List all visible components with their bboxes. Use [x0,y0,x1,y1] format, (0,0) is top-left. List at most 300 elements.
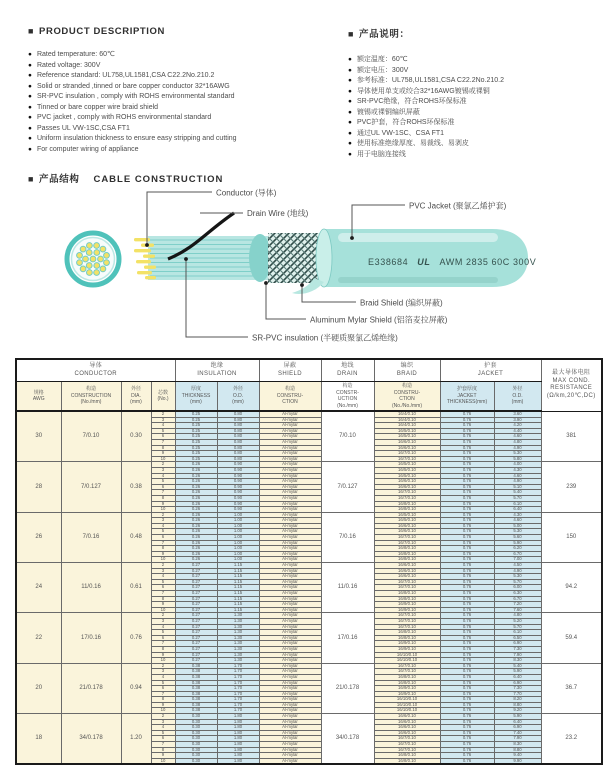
insulation-od-cell: 0.90 [217,473,259,479]
column-group-header: 导体 CONDUCTOR [16,359,175,382]
braid-cell: 16/6/0.10 [374,725,440,731]
insulation-thickness-cell: 0.26 [175,540,217,546]
insulation-thickness-cell: 0.26 [175,557,217,563]
specification-table [15,358,603,765]
jacket-od-cell: 7.90 [494,652,541,658]
braid-cell: 16/4/0.10 [374,423,440,429]
insulation-thickness-cell: 0.38 [175,674,217,680]
resistance-cell: 150 [541,512,602,562]
jacket-thickness-cell: 0.76 [440,585,494,591]
insulation-thickness-cell: 0.25 [175,423,217,429]
construction-title-cn: 产品结构 [39,174,80,185]
description-item [348,66,504,77]
insulation-thickness-cell: 0.26 [175,512,217,518]
shield-cell: Al-mylar [259,714,321,720]
insulation-od-cell: 1.30 [217,635,259,641]
jacket-thickness-cell: 0.76 [440,602,494,608]
insulation-thickness-cell: 0.30 [175,714,217,720]
insulation-od-cell: 1.00 [217,551,259,557]
jacket-od-cell: 5.90 [494,540,541,546]
description-item [28,134,237,145]
core-count-cell: 6 [151,585,175,591]
insulation-thickness-cell: 0.26 [175,479,217,485]
description-item-text: 使用标准绝缘厚度、易裁线、易剥皮 [356,140,469,147]
shield-cell: Al-mylar [259,540,321,546]
insulation-thickness-cell: 0.26 [175,507,217,513]
jacket-thickness-cell: 0.76 [440,618,494,624]
jacket-od-cell: 7.40 [494,730,541,736]
drain-cell: 21/0.178 [321,663,374,713]
jacket-od-cell: 7.90 [494,736,541,742]
jacket-thickness-cell: 0.76 [440,658,494,664]
braid-cell: 16/8/0.10 [374,591,440,597]
insulation-od-cell: 0.90 [217,507,259,513]
insulation-thickness-cell: 0.26 [175,546,217,552]
jacket-od-cell: 6.40 [494,674,541,680]
shield-cell: Al-mylar [259,663,321,669]
braid-cell: 16/7/0.10 [374,742,440,748]
description-item-text: Rated voltage: 300V [36,61,101,69]
braid-cell: 16/9/0.10 [374,641,440,647]
braid-cell: 16/6/0.10 [374,445,440,451]
insulation-thickness-cell: 0.27 [175,585,217,591]
core-count-cell: 9 [151,652,175,658]
core-count-cell: 2 [151,563,175,569]
shield-cell: Al-mylar [259,512,321,518]
description-item [348,150,504,161]
braid-cell: 16/5/0.10 [374,462,440,468]
drain-cell: 17/0.16 [321,613,374,663]
description-item-text: 额定温度：60℃ [356,56,408,63]
insulation-od-cell: 1.70 [217,686,259,692]
ul-mark-icon: UL [417,257,431,267]
core-count-cell: 6 [151,484,175,490]
awg-cell: 24 [16,563,61,613]
insulation-thickness-cell: 0.27 [175,618,217,624]
awg-cell: 26 [16,512,61,562]
description-item [28,61,237,72]
diameter-cell: 0.61 [121,563,151,613]
insulation-od-cell: 1.15 [217,607,259,613]
insulation-thickness-cell: 0.25 [175,428,217,434]
product-description-list [28,50,237,155]
shield-cell: Al-mylar [259,462,321,468]
shield-cell: Al-mylar [259,551,321,557]
jacket-od-cell: 9.40 [494,753,541,759]
jacket-thickness-cell: 0.76 [440,495,494,501]
jacket-od-cell: 3.90 [494,417,541,423]
jacket-od-cell: 5.30 [494,574,541,580]
jacket-thickness-cell: 0.76 [440,445,494,451]
jacket-thickness-cell: 0.76 [440,736,494,742]
insulation-od-cell: 0.80 [217,456,259,462]
shield-cell: Al-mylar [259,730,321,736]
construction-cell: 11/0.16 [61,563,121,613]
braid-cell: 16/8/0.10 [374,630,440,636]
resistance-cell: 23.2 [541,714,602,765]
braid-cell: 16/6/0.10 [374,714,440,720]
braid-cell: 16/9/0.10 [374,686,440,692]
core-count-cell: 8 [151,495,175,501]
jacket-thickness-cell: 0.76 [440,652,494,658]
diameter-cell: 0.48 [121,512,151,562]
awg-cell: 20 [16,663,61,713]
insulation-thickness-cell: 0.26 [175,535,217,541]
braid-cell: 16/7/0.10 [374,535,440,541]
insulation-thickness-cell: 0.30 [175,742,217,748]
jacket-od-cell: 9.20 [494,708,541,714]
jacket-od-cell: 5.40 [494,663,541,669]
insulation-thickness-cell: 0.38 [175,708,217,714]
insulation-od-cell: 0.80 [217,428,259,434]
braid-cell: 16/6/0.10 [374,568,440,574]
shield-cell: Al-mylar [259,579,321,585]
insulation-thickness-cell: 0.27 [175,568,217,574]
insulation-thickness-cell: 0.26 [175,467,217,473]
column-group-header: 编织 BRAID [374,359,440,382]
insulation-od-cell: 0.80 [217,417,259,423]
jacket-od-cell: 6.50 [494,635,541,641]
jacket-od-cell: 8.30 [494,658,541,664]
description-item-text: Uniform insulation thickness to ensure easy stripping and cutting [36,135,237,142]
jacket-thickness-cell: 0.76 [440,568,494,574]
braid-cell: 16/7/0.10 [374,663,440,669]
jacket-od-cell: 4.60 [494,518,541,524]
braid-cell: 16/10/0.10 [374,697,440,703]
jacket-od-cell: 5.70 [494,624,541,630]
jacket-shadow [338,277,498,283]
core-count-cell: 7 [151,540,175,546]
drain-cell: 7/0.127 [321,462,374,512]
shield-cell: Al-mylar [259,507,321,513]
column-group-header: 绝缘 INSULATION [175,359,259,382]
description-item-text: Tinned or bare copper wire braid shield [36,103,159,111]
insulation-od-cell: 1.80 [217,758,259,764]
insulation-thickness-cell: 0.38 [175,669,217,675]
insulation-od-cell: 1.70 [217,691,259,697]
core-count-cell: 9 [151,451,175,457]
insulation-thickness-cell: 0.38 [175,697,217,703]
bullet-icon: ● [28,135,32,142]
braid-cell: 16/7/0.10 [374,495,440,501]
braid-cell: 16/8/0.10 [374,551,440,557]
insulation-od-cell: 0.80 [217,434,259,440]
description-item-text: 参考标准：UL758,UL1581,CSA C22.2No.210.2 [356,77,505,84]
insulation-thickness-cell: 0.27 [175,602,217,608]
jacket-od-cell: 5.80 [494,456,541,462]
shield-cell: Al-mylar [259,697,321,703]
insulation-od-cell: 1.30 [217,641,259,647]
insulation-od-cell: 1.30 [217,624,259,630]
core-count-cell: 10 [151,557,175,563]
shield-cell: Al-mylar [259,635,321,641]
shield-cell: Al-mylar [259,529,321,535]
braid-cell: 16/4/0.10 [374,417,440,423]
insulation-thickness-cell: 0.30 [175,758,217,764]
jacket-od-cell: 6.90 [494,725,541,731]
insulation-thickness-cell: 0.27 [175,563,217,569]
shield-cell: Al-mylar [259,585,321,591]
jacket-cut-edge [316,229,332,287]
description-item [348,139,504,150]
insulation-od-cell: 0.90 [217,479,259,485]
jacket-od-cell: 4.80 [494,613,541,619]
jacket-thickness-cell: 0.76 [440,557,494,563]
insulation-od-cell: 1.15 [217,602,259,608]
core-count-cell: 5 [151,680,175,686]
jacket-thickness-cell: 0.76 [440,512,494,518]
core-count-cell: 7 [151,439,175,445]
jacket-thickness-cell: 0.76 [440,680,494,686]
shield-cell: Al-mylar [259,473,321,479]
column-header: 构造 CONSTRU- CTION [259,382,321,412]
braid-cell: 16/7/0.10 [374,585,440,591]
construction-cell: 7/0.10 [61,411,121,462]
braid-cell: 16/9/0.10 [374,691,440,697]
diameter-cell: 1.20 [121,714,151,765]
sr-pvc-insulation-label: SR-PVC insulation (半硬质聚氯乙烯绝缘) [252,333,398,343]
drain-wire-label: Drain Wire (地线) [247,209,309,218]
insulation-thickness-cell: 0.27 [175,574,217,580]
column-header: 规格 AWG [16,382,61,412]
jacket-od-cell: 6.00 [494,585,541,591]
jacket-thickness-cell: 0.76 [440,523,494,529]
description-item [28,103,237,114]
jacket-od-cell: 4.30 [494,512,541,518]
core-count-cell: 7 [151,641,175,647]
jacket-od-cell: 4.90 [494,568,541,574]
core-count-cell: 3 [151,568,175,574]
braid-cell: 16/8/0.10 [374,635,440,641]
braid-cell: 16/9/0.10 [374,646,440,652]
braid-cell: 16/7/0.10 [374,540,440,546]
column-header: 厚度 THICKNESS (mm) [175,382,217,412]
core-count-cell: 4 [151,473,175,479]
jacket-od-cell: 7.30 [494,646,541,652]
shield-cell: Al-mylar [259,557,321,563]
shield-cell: Al-mylar [259,708,321,714]
mylar-shield-shape [249,234,271,282]
jacket-od-cell: 6.30 [494,591,541,597]
jacket-thickness-cell: 0.76 [440,635,494,641]
insulation-od-cell: 1.70 [217,663,259,669]
braid-cell: 16/8/0.10 [374,557,440,563]
braid-cell: 16/8/0.10 [374,596,440,602]
shield-cell: Al-mylar [259,669,321,675]
shield-cell: Al-mylar [259,574,321,580]
description-item-text: 额定电压：300V [356,66,409,74]
section-marker-icon: ■ [348,29,355,39]
insulation-thickness-cell: 0.38 [175,663,217,669]
jacket-od-cell: 6.40 [494,719,541,725]
insulation-thickness-cell: 0.27 [175,591,217,597]
jacket-thickness-cell: 0.76 [440,742,494,748]
jacket-od-cell: 4.00 [494,462,541,468]
jacket-od-cell: 4.90 [494,479,541,485]
jacket-od-cell: 8.80 [494,747,541,753]
insulation-od-cell: 0.80 [217,423,259,429]
jacket-od-cell: 4.60 [494,473,541,479]
shield-cell: Al-mylar [259,484,321,490]
description-item [28,71,237,82]
insulation-thickness-cell: 0.30 [175,736,217,742]
braid-cell: 16/7/0.10 [374,736,440,742]
product-description-cn-title-text: 产品说明： [359,29,410,40]
jacket-print-text: E338684 UL AWM 2835 60C 300V [368,257,537,267]
braid-cell: 16/5/0.10 [374,512,440,518]
description-item-text: SR-PVC绝缘，符合ROHS环保标准 [356,98,467,105]
column-header: 构造 CONSTR- UCTION (No./mm) [321,382,374,412]
braid-cell: 16/8/0.10 [374,674,440,680]
product-description-title [28,26,165,37]
shield-cell: Al-mylar [259,451,321,457]
insulation-od-cell: 1.15 [217,596,259,602]
description-item-text: PVC jacket , comply with ROHS environmental standard [36,114,212,121]
core-count-cell: 7 [151,591,175,597]
bullet-icon: ● [28,61,32,69]
cable-construction-diagram [0,186,603,351]
resistance-cell: 94.2 [541,563,602,613]
insulation-od-cell: 1.15 [217,563,259,569]
jacket-od-cell: 5.70 [494,579,541,585]
insulation-thickness-cell: 0.27 [175,646,217,652]
shield-cell: Al-mylar [259,758,321,764]
description-item [348,76,504,87]
jacket-thickness-cell: 0.76 [440,730,494,736]
shield-cell: Al-mylar [259,568,321,574]
diameter-cell: 0.76 [121,613,151,663]
insulation-thickness-cell: 0.27 [175,579,217,585]
bullet-icon: ● [28,72,32,79]
insulation-thickness-cell: 0.26 [175,501,217,507]
jacket-thickness-cell: 0.76 [440,708,494,714]
jacket-od-cell: 5.20 [494,618,541,624]
jacket-thickness-cell: 0.76 [440,479,494,485]
insulation-od-cell: 1.80 [217,736,259,742]
shield-cell: Al-mylar [259,602,321,608]
core-count-cell: 6 [151,686,175,692]
core-count-cell: 10 [151,456,175,462]
conductor-label: Conductor (导体) [216,188,277,198]
cable-side-view [134,213,536,294]
insulation-od-cell: 1.00 [217,535,259,541]
product-description-cn-list [348,55,504,160]
jacket-thickness-cell: 0.76 [440,411,494,417]
braid-cell: 16/7/0.10 [374,490,440,496]
core-count-cell: 5 [151,479,175,485]
jacket-thickness-cell: 0.76 [440,697,494,703]
bullet-icon: ● [348,66,352,74]
jacket-thickness-cell: 0.76 [440,702,494,708]
braid-cell: 16/8/0.10 [374,546,440,552]
core-count-cell: 9 [151,501,175,507]
description-item-text: Rated temperature: 60℃ [36,51,115,58]
insulation-thickness-cell: 0.26 [175,551,217,557]
column-header: 构造 CONSTRU- CTION (No./No./mm) [374,382,440,412]
description-item [348,118,504,129]
description-item [348,108,504,119]
insulation-thickness-cell: 0.38 [175,702,217,708]
shield-cell: Al-mylar [259,411,321,417]
shield-cell: Al-mylar [259,467,321,473]
insulation-thickness-cell: 0.26 [175,495,217,501]
core-count-cell: 8 [151,747,175,753]
braid-cell: 16/4/0.10 [374,411,440,417]
jacket-thickness-cell: 0.76 [440,691,494,697]
jacket-thickness-cell: 0.76 [440,462,494,468]
jacket-thickness-cell: 0.76 [440,451,494,457]
braid-cell: 16/5/0.10 [374,473,440,479]
insulation-od-cell: 1.30 [217,658,259,664]
shield-cell: Al-mylar [259,613,321,619]
jacket-thickness-cell: 0.76 [440,758,494,764]
jacket-thickness-cell: 0.76 [440,540,494,546]
jacket-thickness-cell: 0.76 [440,473,494,479]
jacket-od-cell: 6.70 [494,551,541,557]
core-count-cell: 6 [151,635,175,641]
insulation-od-cell: 0.80 [217,411,259,417]
description-item-text: For computer wiring of appliance [36,145,139,153]
insulation-thickness-cell: 0.27 [175,635,217,641]
braid-cell: 16/8/0.10 [374,753,440,759]
description-item [28,113,237,124]
core-count-cell: 9 [151,753,175,759]
jacket-od-cell: 7.00 [494,557,541,563]
braid-cell: 16/7/0.10 [374,747,440,753]
shield-cell: Al-mylar [259,736,321,742]
insulation-thickness-cell: 0.27 [175,607,217,613]
core-count-cell: 5 [151,428,175,434]
description-item-text: Passes UL VW-1SC,CSA FT1 [36,124,130,132]
core-count-cell: 4 [151,624,175,630]
shield-cell: Al-mylar [259,646,321,652]
jacket-thickness-cell: 0.76 [440,423,494,429]
section-marker-icon: ■ [28,26,35,36]
jacket-thickness-cell: 0.76 [440,417,494,423]
core-count-cell: 3 [151,467,175,473]
braid-cell: 16/6/0.10 [374,730,440,736]
core-count-cell: 8 [151,646,175,652]
core-count-cell: 10 [151,708,175,714]
bullet-icon: ● [28,145,32,153]
bullet-icon: ● [28,51,32,58]
insulation-thickness-cell: 0.25 [175,451,217,457]
jacket-thickness-cell: 0.76 [440,529,494,535]
braid-cell: 16/8/0.10 [374,501,440,507]
core-count-cell: 9 [151,702,175,708]
core-count-cell: 2 [151,512,175,518]
column-header: 外径 DIA. (mm) [121,382,151,412]
insulation-thickness-cell: 0.38 [175,686,217,692]
product-description-cn-title [348,26,410,40]
jacket-od-cell: 5.40 [494,490,541,496]
jacket-od-cell: 7.30 [494,686,541,692]
braid-cell: 16/6/0.10 [374,484,440,490]
shield-cell: Al-mylar [259,652,321,658]
pvc-jacket-label: PVC Jacket (聚氯乙烯护套) [409,201,507,211]
braid-cell: 16/6/0.10 [374,529,440,535]
core-count-cell: 6 [151,535,175,541]
jacket-od-cell: 6.90 [494,641,541,647]
core-count-cell: 10 [151,607,175,613]
core-count-cell: 3 [151,618,175,624]
jacket-thickness-cell: 0.76 [440,484,494,490]
braid-cell: 16/7/0.10 [374,669,440,675]
insulation-thickness-cell: 0.27 [175,652,217,658]
column-group-header: 屏蔽 SHIELD [259,359,321,382]
jacket-thickness-cell: 0.76 [440,574,494,580]
braid-cell: 16/9/0.10 [374,607,440,613]
